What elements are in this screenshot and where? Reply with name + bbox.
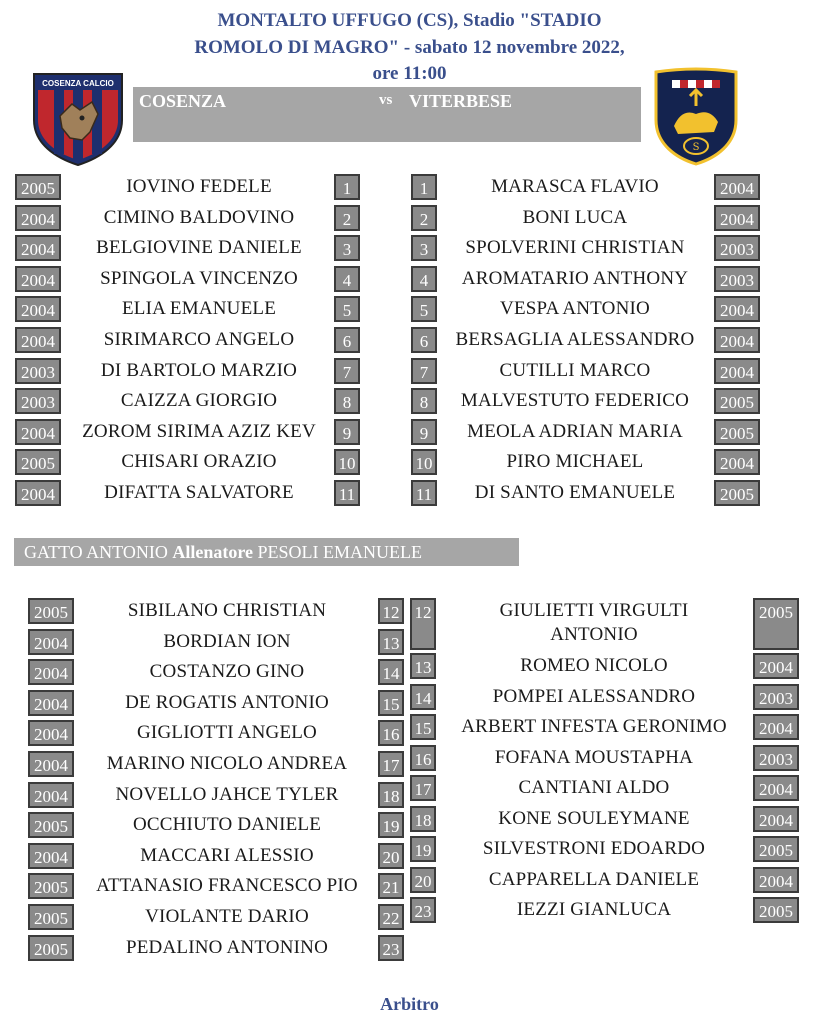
shirt-number-box: 21 (378, 873, 404, 899)
shirt-number-box: 18 (410, 806, 436, 832)
shirt-number-box: 1 (334, 174, 360, 200)
birth-year-box: 2004 (15, 205, 61, 231)
player-name: CANTIANI ALDO (518, 777, 670, 798)
shirt-number-box: 2 (411, 205, 437, 231)
player-name: VESPA ANTONIO (500, 298, 650, 320)
shirt-number-box: 10 (411, 449, 437, 475)
viterbese-crest-icon (652, 66, 740, 166)
birth-year-box: 2003 (753, 745, 799, 771)
birth-year-box: 2005 (714, 480, 760, 506)
shirt-number-box: 8 (334, 388, 360, 414)
birth-year-box: 2003 (15, 388, 61, 414)
player-name: IEZZI GIANLUCA (516, 899, 672, 920)
shirt-number-box: 13 (378, 629, 404, 655)
player-name: GIULIETTI VIRGULTI (499, 600, 689, 621)
player-name: PIRO MICHAEL (506, 451, 644, 473)
teams-bar (133, 87, 641, 142)
venue-line-1: MONTALTO UFFUGO (CS), Stadio "STADIO (217, 10, 602, 31)
player-name: DE ROGATIS ANTONIO (125, 691, 329, 713)
player-name: DI SANTO EMANUELE (474, 482, 676, 503)
shirt-number-box: 5 (334, 296, 360, 322)
shirt-number-box: 20 (410, 867, 436, 893)
player-name: CAIZZA GIORGIO (120, 390, 278, 412)
birth-year-box: 2005 (753, 598, 799, 650)
player-name: NOVELLO JAHCE TYLER (115, 783, 339, 805)
shirt-number-box: 10 (334, 449, 360, 475)
home-coach: GATTO ANTONIO (24, 542, 168, 562)
birth-year-box: 2005 (753, 836, 799, 862)
player-name: MARINO NICOLO ANDREA (106, 753, 348, 774)
birth-year-box: 2004 (714, 174, 760, 200)
birth-year-box: 2004 (28, 629, 74, 655)
birth-year-box: 2005 (15, 174, 61, 200)
player-name: ARBERT INFESTA GERONIMO (461, 716, 727, 737)
coaches-bar (14, 538, 519, 566)
birth-year-box: 2004 (28, 843, 74, 869)
birth-year-box: 2004 (15, 266, 61, 292)
player-name: ELIA EMANUELE (121, 298, 277, 320)
shirt-number-box: 6 (411, 327, 437, 353)
birth-year-box: 2005 (28, 873, 74, 899)
coach-label: Allenatore (172, 542, 253, 562)
player-name: SIRIMARCO ANGELO (103, 329, 295, 350)
birth-year-box: 2004 (714, 327, 760, 353)
home-team-name: COSENZA (139, 91, 227, 111)
shirt-number-box: 4 (411, 266, 437, 292)
shirt-number-box: 20 (378, 843, 404, 869)
birth-year-box: 2005 (753, 897, 799, 923)
player-name: SIBILANO CHRISTIAN (127, 600, 327, 621)
birth-year-box: 2004 (753, 806, 799, 832)
birth-year-box: 2004 (714, 358, 760, 384)
shirt-number-box: 17 (410, 775, 436, 801)
shirt-number-box: 14 (378, 659, 404, 685)
birth-year-box: 2005 (15, 449, 61, 475)
away-coach: PESOLI EMANUELE (257, 542, 422, 562)
shirt-number-box: 19 (378, 812, 404, 838)
birth-year-box: 2004 (714, 296, 760, 322)
shirt-number-box: 3 (411, 235, 437, 261)
shirt-number-box: 11 (411, 480, 437, 506)
shirt-number-box: 6 (334, 327, 360, 353)
shirt-number-box: 7 (411, 358, 437, 384)
player-name: ATTANASIO FRANCESCO PIO (96, 875, 358, 897)
birth-year-box: 2003 (753, 684, 799, 710)
birth-year-box: 2003 (714, 266, 760, 292)
shirt-number-box: 12 (378, 598, 404, 624)
shirt-number-box: 17 (378, 751, 404, 777)
player-name: COSTANZO GINO (149, 661, 305, 683)
birth-year-box: 2004 (753, 653, 799, 679)
shirt-number-box: 13 (410, 653, 436, 679)
birth-year-box: 2004 (28, 690, 74, 716)
shirt-number-box: 14 (410, 684, 436, 710)
birth-year-box: 2004 (15, 327, 61, 353)
player-name: ZOROM SIRIMA AZIZ KEV (82, 420, 316, 442)
birth-year-box: 2004 (15, 419, 61, 445)
player-name: MARASCA FLAVIO (491, 176, 659, 197)
player-name-continued: ANTONIO (550, 624, 638, 645)
birth-year-box: 2003 (15, 358, 61, 384)
birth-year-box: 2005 (714, 419, 760, 445)
birth-year-box: 2004 (753, 714, 799, 740)
player-name: CUTILLI MARCO (499, 359, 651, 381)
shirt-number-box: 8 (411, 388, 437, 414)
player-name: POMPEI ALESSANDRO (492, 686, 696, 707)
shirt-number-box: 3 (334, 235, 360, 261)
player-name: SPINGOLA VINCENZO (100, 267, 298, 289)
birth-year-box: 2004 (714, 449, 760, 475)
birth-year-box: 2005 (28, 935, 74, 961)
player-name: PEDALINO ANTONINO (125, 936, 328, 958)
shirt-number-box: 11 (334, 480, 360, 506)
birth-year-box: 2004 (15, 235, 61, 261)
player-name: DI BARTOLO MARZIO (100, 359, 298, 381)
birth-year-box: 2005 (28, 812, 74, 838)
shirt-number-box: 15 (410, 714, 436, 740)
vs-label: vs (379, 92, 393, 108)
shirt-number-box: 15 (378, 690, 404, 716)
player-name: ROMEO NICOLO (520, 655, 668, 676)
cosenza-logo-text: COSENZA CALCIO (42, 79, 114, 88)
player-name: SPOLVERINI CHRISTIAN (465, 237, 685, 259)
birth-year-box: 2005 (28, 598, 74, 624)
cosenza-crest-icon (30, 68, 126, 166)
shirt-number-box: 5 (411, 296, 437, 322)
birth-year-box: 2004 (28, 782, 74, 808)
shirt-number-box: 9 (334, 419, 360, 445)
player-name: FOFANA MOUSTAPHA (494, 747, 694, 768)
player-name: IOVINO FEDELE (126, 176, 272, 197)
birth-year-box: 2004 (753, 775, 799, 801)
player-name: DIFATTA SALVATORE (104, 482, 294, 503)
shirt-number-box: 19 (410, 836, 436, 862)
shirt-number-box: 23 (410, 897, 436, 923)
birth-year-box: 2005 (28, 904, 74, 930)
shirt-number-box: 18 (378, 782, 404, 808)
shirt-number-box: 16 (410, 745, 436, 771)
player-name: CAPPARELLA DANIELE (488, 869, 700, 890)
birth-year-box: 2004 (28, 720, 74, 746)
birth-year-box: 2004 (714, 205, 760, 231)
shirt-number-box: 9 (411, 419, 437, 445)
player-name: GIGLIOTTI ANGELO (137, 722, 317, 744)
player-name: BERSAGLIA ALESSANDRO (455, 329, 695, 350)
player-name: CHISARI ORAZIO (121, 451, 277, 473)
venue-line-3: ore 11:00 (372, 63, 447, 84)
player-name: VIOLANTE DARIO (145, 906, 309, 927)
player-name: BONI LUCA (522, 206, 628, 228)
venue-line-2: ROMOLO DI MAGRO" - sabato 12 novembre 2022, (194, 37, 625, 58)
shirt-number-box: 22 (378, 904, 404, 930)
shirt-number-box: 23 (378, 935, 404, 961)
birth-year-box: 2004 (28, 751, 74, 777)
player-name: SILVESTRONI EDOARDO (482, 838, 706, 859)
player-name: BORDIAN ION (163, 630, 291, 652)
shirt-number-box: 1 (411, 174, 437, 200)
birth-year-box: 2005 (714, 388, 760, 414)
player-name: CIMINO BALDOVINO (103, 206, 295, 228)
svg-text:S: S (692, 142, 700, 153)
player-name: MALVESTUTO FEDERICO (460, 390, 690, 412)
player-name: MEOLA ADRIAN MARIA (467, 420, 683, 442)
shirt-number-box: 7 (334, 358, 360, 384)
birth-year-box: 2003 (714, 235, 760, 261)
shirt-number-box: 4 (334, 266, 360, 292)
player-name: BELGIOVINE DANIELE (96, 237, 302, 259)
birth-year-box: 2004 (753, 867, 799, 893)
player-name: OCCHIUTO DANIELE (132, 814, 322, 836)
shirt-number-box: 12 (410, 598, 436, 650)
player-name: KONE SOULEYMANE (498, 808, 690, 829)
birth-year-box: 2004 (15, 296, 61, 322)
referee-label: Arbitro (380, 994, 439, 1014)
shirt-number-box: 2 (334, 205, 360, 231)
birth-year-box: 2004 (15, 480, 61, 506)
away-team-name: VITERBESE (409, 91, 513, 111)
birth-year-box: 2004 (28, 659, 74, 685)
player-name: MACCARI ALESSIO (140, 844, 314, 866)
player-name: AROMATARIO ANTHONY (461, 267, 689, 289)
shirt-number-box: 16 (378, 720, 404, 746)
